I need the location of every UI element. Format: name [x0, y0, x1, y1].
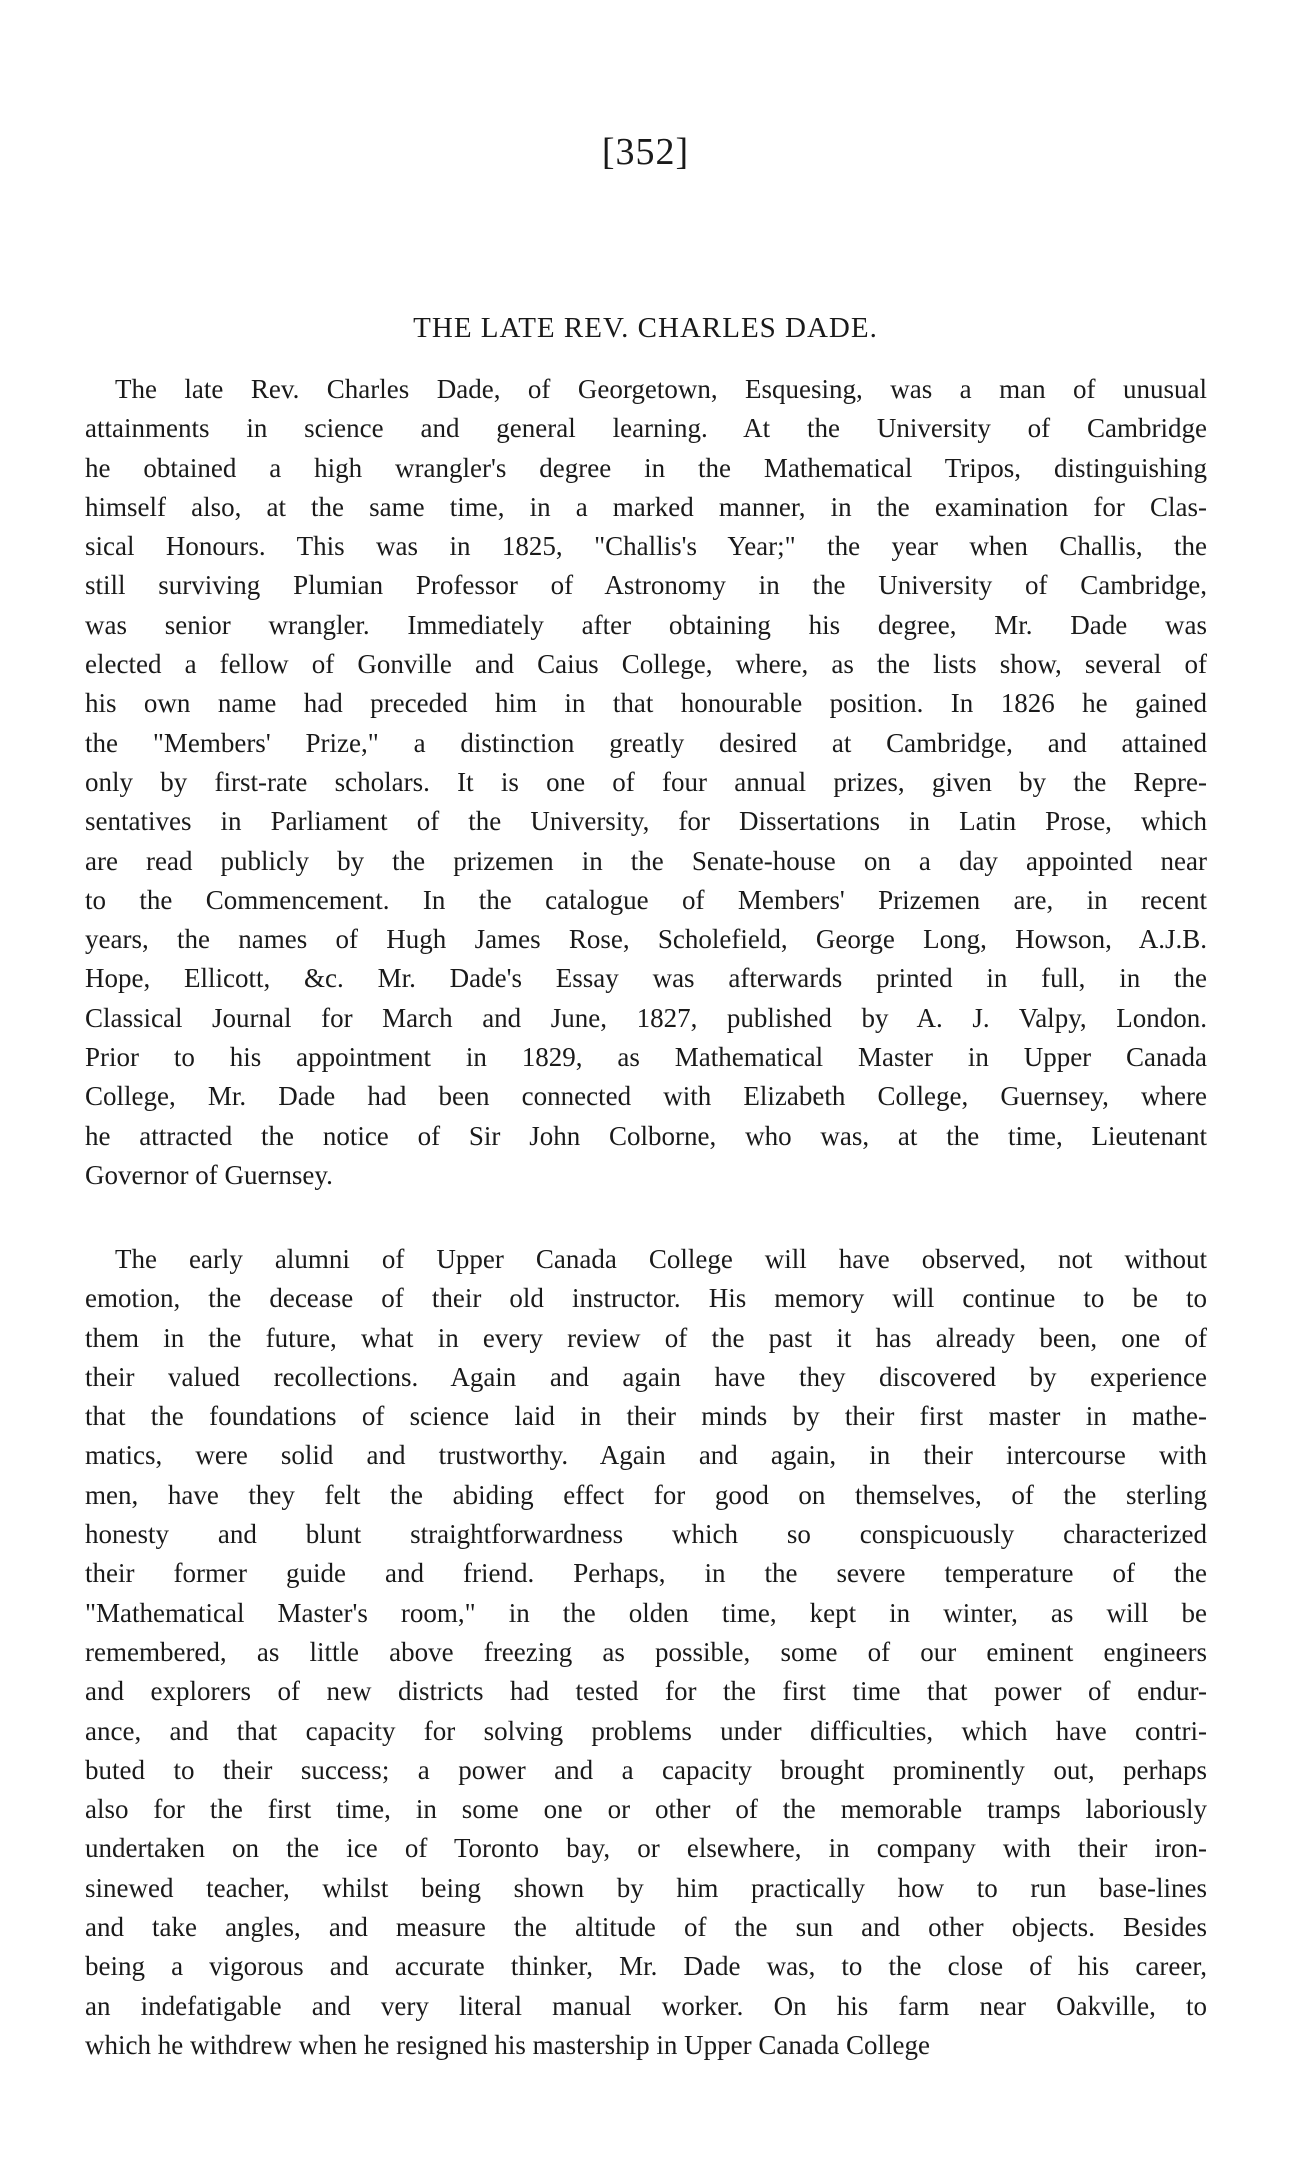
text-line: an indefatigable and very literal manual worker. On his farm near Oakville, to	[85, 1990, 1207, 2021]
text-line: the "Members' Prize," a distinction greatly desired at Cambridge, and attained	[85, 727, 1207, 758]
text-line: are read publicly by the prizemen in the Senate-house on a day appointed near	[85, 845, 1207, 876]
text-line: elected a fellow of Gonville and Caius College, where, as the lists show, several of	[85, 649, 1207, 680]
text-line: College, Mr. Dade had been connected with Elizabeth College, Guernsey, where	[85, 1081, 1207, 1112]
text-line: attainments in science and general learning. At the University of Cambridge	[85, 413, 1207, 444]
text-line: Hope, Ellicott, &c. Mr. Dade's Essay was afterwards printed in full, in the	[85, 963, 1207, 994]
text-line: to the Commencement. In the catalogue of Members' Prizemen are, in recent	[85, 884, 1207, 915]
text-line: years, the names of Hugh James Rose, Scholefield, George Long, Howson, A.J.B.	[85, 924, 1207, 955]
paragraph-2	[85, 1240, 1207, 2065]
text-line: remembered, as little above freezing as possible, some of our eminent engineers	[85, 1636, 1207, 1667]
text-line: undertaken on the ice of Toronto bay, or elsewhere, in company with their iron-	[85, 1833, 1207, 1864]
text-line: their valued recollections. Again and again have they discovered by experience	[85, 1361, 1207, 1392]
text-line: emotion, the decease of their old instructor. His memory will continue to be to	[85, 1283, 1207, 1314]
text-line: honesty and blunt straightforwardness which so conspicuously characterized	[85, 1519, 1207, 1550]
text-line: was senior wrangler. Immediately after obtaining his degree, Mr. Dade was	[85, 609, 1207, 640]
paragraph-1	[85, 370, 1207, 1195]
text-line: still surviving Plumian Professor of Astronomy in the University of Cambridge,	[85, 570, 1207, 601]
text-line: matics, were solid and trustworthy. Again and again, in their intercourse with	[85, 1440, 1207, 1471]
text-line: Governor of Guernsey.	[85, 1159, 333, 1190]
text-line: himself also, at the same time, in a marked manner, in the examination for Clas-	[85, 491, 1207, 522]
text-line: he obtained a high wrangler's degree in the Mathematical Tripos, distinguishing	[85, 452, 1207, 483]
text-line: also for the first time, in some one or other of the memorable tramps laboriously	[85, 1794, 1207, 1825]
text-line: The early alumni of Upper Canada College will have observed, not without	[115, 1244, 1207, 1274]
text-line: which he withdrew when he resigned his mastership in Upper Canada College	[85, 2029, 931, 2060]
text-line: sical Honours. This was in 1825, "Challis's Year;" the year when Challis, the	[85, 531, 1207, 562]
text-line: being a vigorous and accurate thinker, Mr. Dade was, to the close of his career,	[85, 1951, 1207, 1982]
page-number: [352]	[601, 131, 690, 173]
text-line: only by first-rate scholars. It is one of four annual prizes, given by the Repre-	[85, 766, 1207, 797]
text-line: ance, and that capacity for solving problems under difficulties, which have contri-	[85, 1715, 1207, 1746]
text-line: buted to their success; a power and a capacity brought prominently out, perhaps	[85, 1754, 1207, 1785]
text-line: men, have they felt the abiding effect for good on themselves, of the sterling	[85, 1479, 1207, 1510]
text-line: that the foundations of science laid in their minds by their first master in mathe-	[85, 1401, 1207, 1432]
text-line: sentatives in Parliament of the University, for Dissertations in Latin Prose, which	[85, 806, 1207, 837]
text-line: The late Rev. Charles Dade, of Georgetown, Esquesing, was a man of unusual	[115, 374, 1207, 404]
text-line: Prior to his appointment in 1829, as Mathematical Master in Upper Canada	[85, 1042, 1207, 1073]
text-line: and take angles, and measure the altitude of the sun and other objects. Besides	[85, 1912, 1207, 1943]
text-line: them in the future, what in every review of the past it has already been, one of	[85, 1322, 1207, 1353]
text-line: he attracted the notice of Sir John Colborne, who was, at the time, Lieutenant	[85, 1120, 1207, 1151]
text-line: sinewed teacher, whilst being shown by him practically how to run base-lines	[85, 1872, 1207, 1903]
article-title: THE LATE REV. CHARLES DADE.	[413, 312, 878, 344]
text-line: his own name had preceded him in that honourable position. In 1826 he gained	[85, 688, 1207, 719]
text-line: their former guide and friend. Perhaps, in the severe temperature of the	[85, 1558, 1207, 1589]
text-line: Classical Journal for March and June, 1827, published by A. J. Valpy, London.	[85, 1002, 1207, 1033]
text-line: and explorers of new districts had tested for the first time that power of endur-	[85, 1676, 1207, 1707]
text-line: "Mathematical Master's room," in the olden time, kept in winter, as will be	[85, 1597, 1207, 1628]
